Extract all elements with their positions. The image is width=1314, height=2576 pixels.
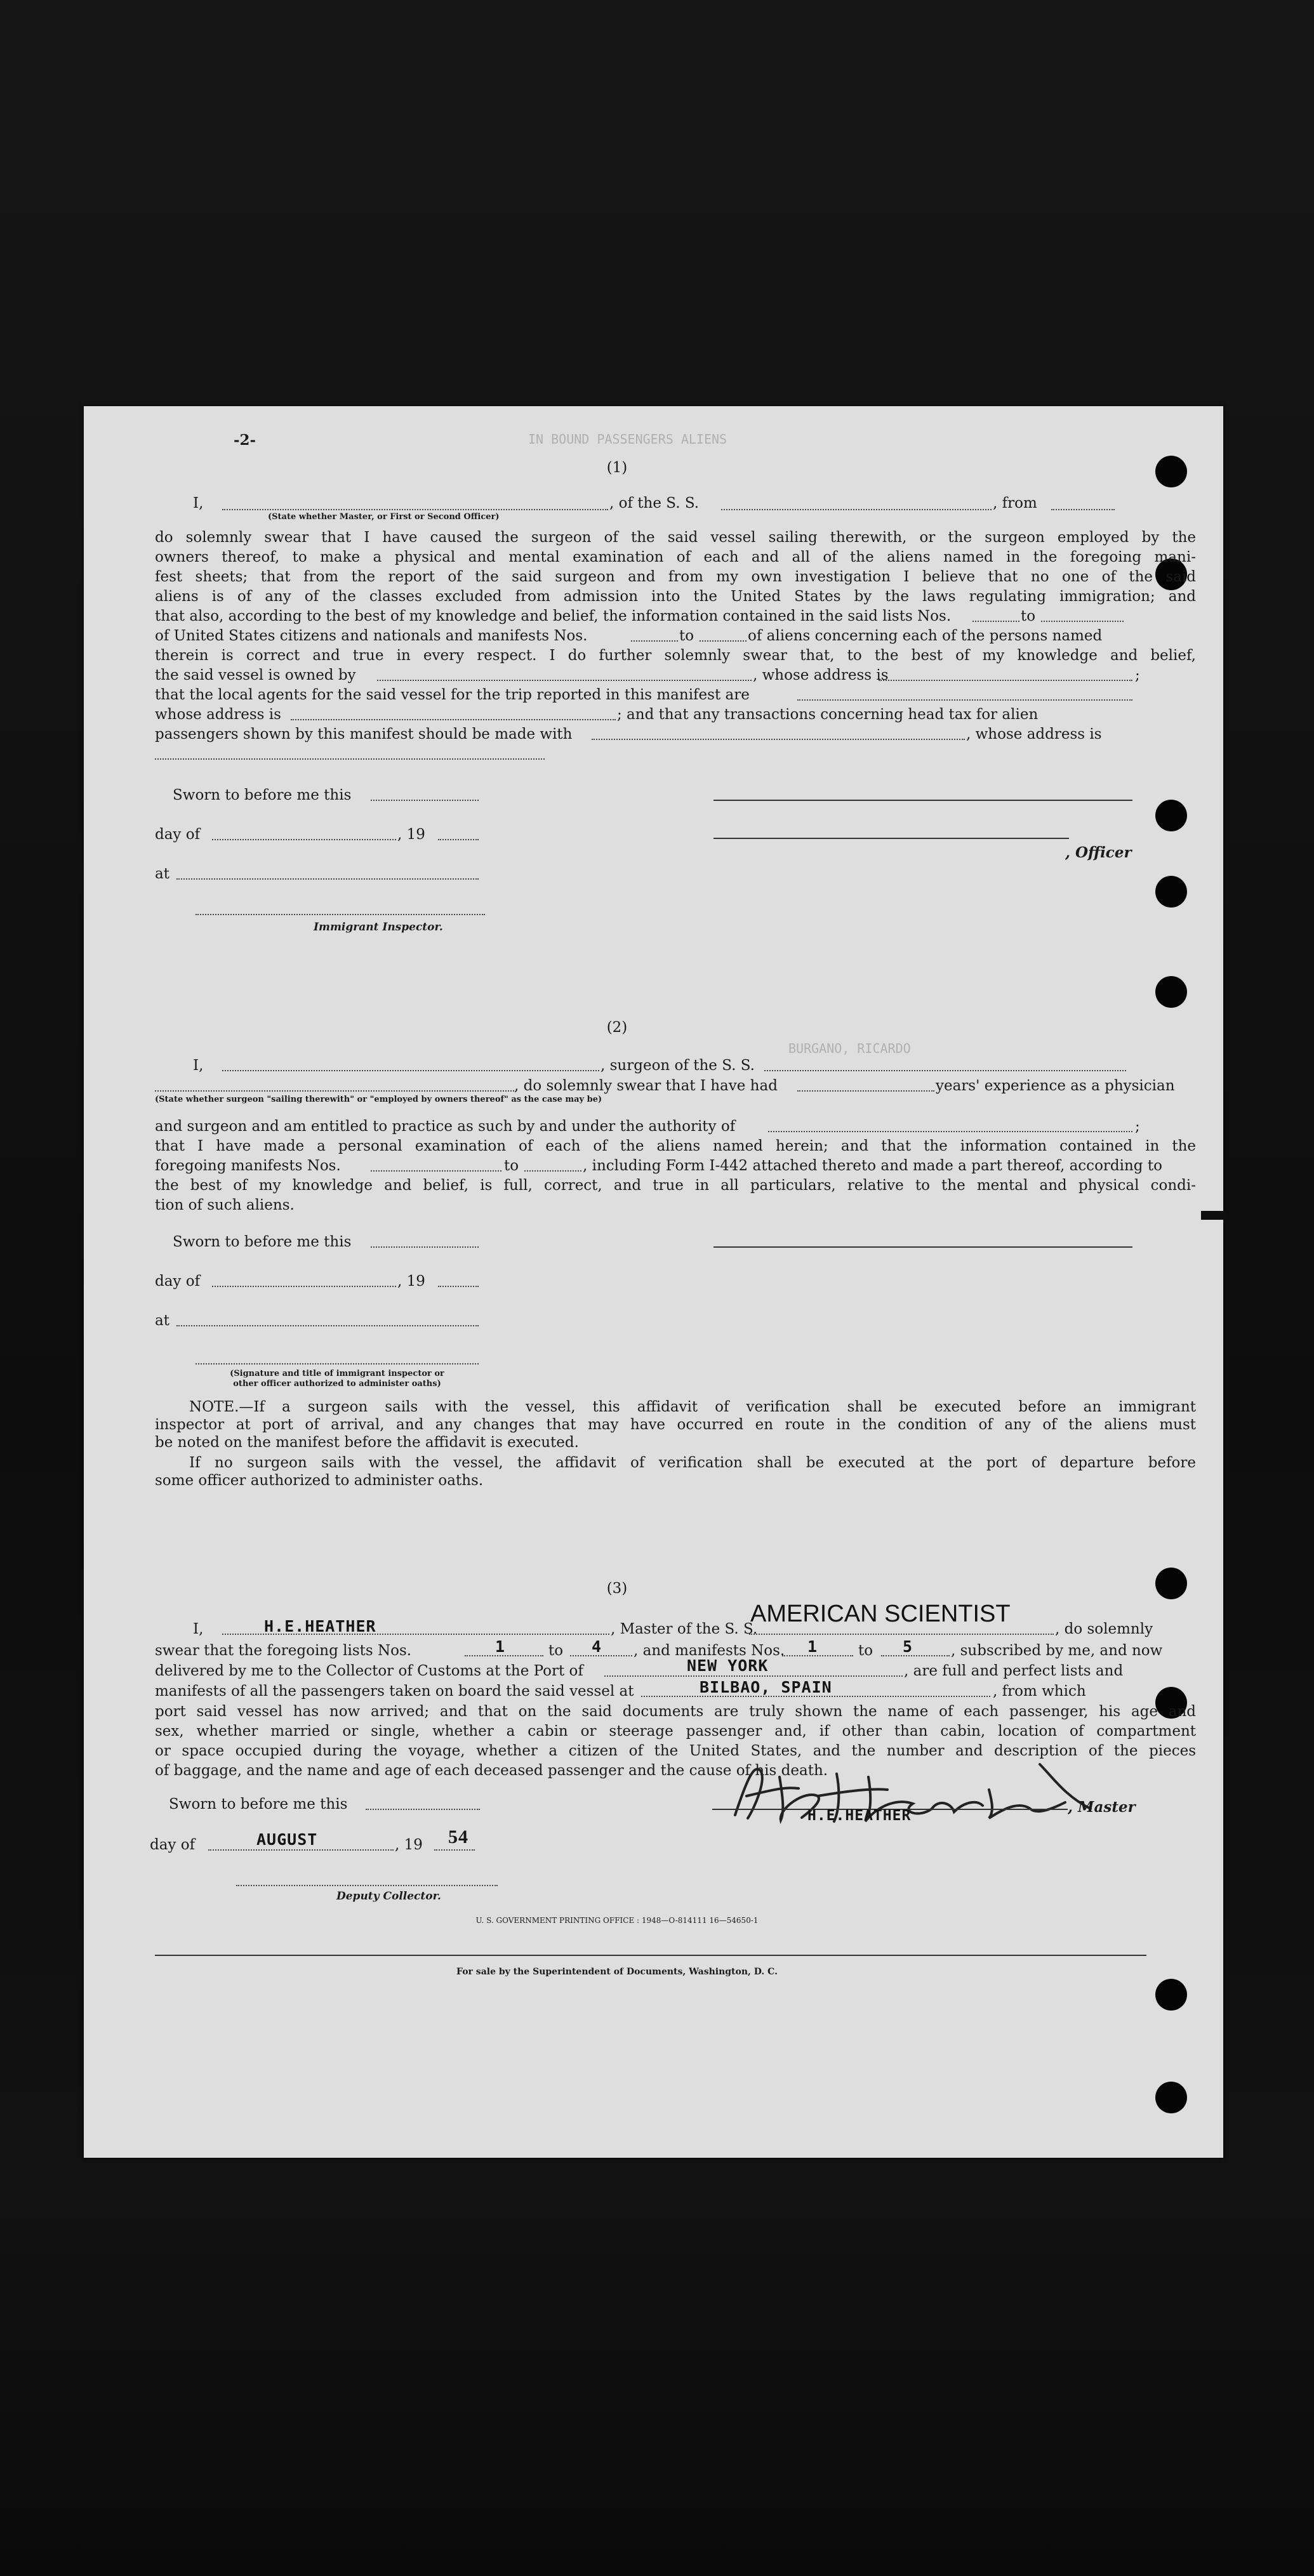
master-line: port said vessel has now arrived; and that on the said documents are truly shown the name of each passenger, his age and [155,1703,1196,1720]
agents-field[interactable] [797,699,1132,701]
oath-line: whose address is [155,706,281,723]
master-name-value: H.E.HEATHER [264,1617,376,1635]
surgeon-of-label: , surgeon of the S. S. [601,1057,755,1074]
at-field[interactable] [176,1325,479,1326]
authorized-officer-signature-field[interactable] [196,1363,479,1364]
from-label: , from [993,495,1037,512]
at-field[interactable] [176,878,479,880]
intro-i: I, [193,1621,204,1637]
lists-to-value: 4 [592,1637,602,1656]
head-tax-field[interactable] [592,739,965,740]
year-field[interactable] [438,1286,479,1287]
lists-to-field[interactable] [1041,621,1124,622]
master-line: sex, whether married or single, whether a cabin or steerage passenger and, if other than cabin, location of compartment [155,1723,1196,1740]
lists-from-value: 1 [495,1637,506,1656]
day-field[interactable] [212,839,396,840]
deputy-collector-caption: Deputy Collector. [336,1890,441,1903]
surgeon-status-field[interactable] [155,1090,514,1092]
oath-line: passengers shown by this manifest should be made with [155,726,573,743]
subscribed-label: , subscribed by me, and now [951,1642,1163,1659]
section-number: (1) [606,459,628,476]
month-value: AUGUST [256,1830,318,1849]
year-value: 54 [448,1826,468,1847]
year-field[interactable] [434,1849,475,1851]
section-number: (2) [606,1019,628,1036]
vessel-field[interactable] [721,509,992,510]
sworn-label: Sworn to before me this [169,1796,348,1813]
section-number: (3) [606,1580,628,1597]
binder-hole [1155,456,1187,487]
master-of-label: , Master of the S. S. [611,1621,758,1637]
page-number: -2- [234,432,256,449]
port-field[interactable] [604,1675,903,1677]
manifest-page [84,406,1223,2158]
to-label: to [1021,608,1036,624]
oath-line: therein is correct and true in every respect. I do further solemnly swear that, to the best of my knowledge and belief, [155,647,1196,664]
binder-hole [1155,1568,1187,1599]
surgeon-line: and surgeon and am entitled to practice as such by and under the authority of [155,1118,736,1135]
oath-paragraph-1 [155,528,1196,607]
manifests-to-field[interactable] [881,1655,950,1656]
form-label: , including Form I-442 attached thereto and made a part thereof, according to [583,1158,1162,1174]
oath-line: the said vessel is owned by [155,667,356,684]
do-solemnly-label: , do solemnly [1055,1621,1153,1637]
surgeon-name-field[interactable] [222,1070,599,1071]
oath-line: of United States citizens and nationals and manifests Nos. [155,628,588,644]
binder-hole [1155,976,1187,1008]
owner-field[interactable] [377,680,752,681]
day-of-label: day of [150,1837,196,1853]
master-vessel-field[interactable] [749,1634,1054,1635]
years-field[interactable] [797,1090,934,1092]
surgeon-line: foregoing manifests Nos. [155,1158,341,1174]
binder-hole [1155,800,1187,831]
binder-hole [1155,876,1187,908]
typed-master-name: H.E.HEATHER [807,1807,912,1824]
intro-i: I, [193,1057,204,1074]
surgeon-signature-line[interactable] [713,1246,1132,1248]
inspector-signature-field[interactable] [196,914,485,915]
day-of-label: day of [155,826,201,843]
officer-name-line[interactable] [713,838,1069,839]
swear-lists-label: swear that the foregoing lists Nos. [155,1642,412,1659]
sworn-label: Sworn to before me this [173,1234,352,1250]
sig-caption: (Signature and title of immigrant inspector or [230,1369,444,1378]
oath-line: owners thereof, to make a physical and mental examination of each and all of the aliens named in the foregoing mani- [155,549,1196,565]
manifests-from-field[interactable] [631,640,678,642]
officer-signature-line[interactable] [713,800,1132,801]
printing-office-line: U. S. GOVERNMENT PRINTING OFFICE : 1948—O-814111 16—54650-1 [475,1916,759,1925]
surgeon-line: the best of my knowledge and belief, is full, correct, and true in all particulars, relative to the mental and physical condi- [155,1177,1196,1194]
note-line: NOTE.—If a surgeon sails with the vessel, this affidavit of verification shall be executed before an immigrant [189,1399,1196,1415]
from-which-label: , from which [993,1683,1086,1700]
note-line: If no surgeon sails with the vessel, the affidavit of verification shall be executed at the port of departure before [189,1455,1196,1471]
swear-label: , do solemnly swear that I have had [514,1078,778,1094]
lists-from-field[interactable] [972,621,1019,622]
surgeon-caption: (State whether surgeon "sailing therewith" or "employed by owners thereof" as the case may be) [155,1095,602,1104]
head-tax-address-field[interactable] [155,758,545,760]
sale-notice: For sale by the Superintendent of Documents, Washington, D. C. [456,1967,778,1977]
surgeon-manifest-to-field[interactable] [524,1170,581,1172]
oath-line: fest sheets; that from the report of the said surgeon and from my own investigation I believe that no one of the said [155,569,1196,585]
at-label: at [155,1312,169,1329]
semicolon: ; [1135,1118,1140,1135]
binder-hole [1155,1979,1187,2011]
port-value: NEW YORK [687,1656,769,1675]
surgeon-vessel-field[interactable] [764,1070,1126,1071]
manifests-from-value: 1 [807,1637,818,1656]
oath-line: that also, according to the best of my knowledge and belief, the information contained in the said lists Nos. [155,608,952,624]
year-label: , 19 [397,826,425,843]
of-the-ss-label: , of the S. S. [609,495,700,512]
bleed-through: BURGANO, RICARDO [788,1041,911,1056]
intro-i: I, [193,495,204,512]
year-label: , 19 [397,1273,425,1290]
oath-line: aliens is of any of the classes excluded from admission into the United States by the laws regulating immigration; and [155,588,1196,605]
vessel-name-value: AMERICAN SCIENTIST [750,1601,1011,1627]
sworn-date-field[interactable] [371,1246,479,1248]
and-manifests-label: , and manifests Nos. [634,1642,785,1659]
manifests-to-value: 5 [903,1637,913,1656]
to-label: to [679,628,694,644]
note-line: some officer authorized to administer oaths. [155,1472,484,1489]
surgeon-line: that I have made a personal examination of each of the aliens named herein; and that the information contained in the [155,1138,1196,1154]
master-line: or space occupied during the voyage, whether a citizen of the United States, and the number and description of the pieces [155,1743,1196,1759]
master-line: of baggage, and the name and age of each deceased passenger and the cause of his death. [155,1762,828,1779]
full-perfect-label: , are full and perfect lists and [904,1663,1124,1679]
officer-rank-field[interactable] [222,509,608,510]
year-label: , 19 [395,1837,423,1853]
deputy-collector-signature-field[interactable] [236,1885,498,1886]
owner-address-field[interactable] [879,680,1132,681]
note-line: inspector at port of arrival, and any changes that may have occurred en route in the condition of any of the aliens must [155,1417,1196,1433]
day-field[interactable] [208,1849,394,1851]
agents-address-field[interactable] [291,719,616,720]
delivered-label: delivered by me to the Collector of Customs at the Port of [155,1663,583,1679]
years-label: years' experience as a physician [936,1078,1175,1094]
of-aliens-label: of aliens concerning each of the persons named [748,628,1103,644]
note-line: be noted on the manifest before the affidavit is executed. [155,1434,579,1451]
at-label: at [155,866,169,882]
oath-line: that the local agents for the said vessel for the trip reported in this manifest are [155,687,750,703]
binder-hole [1155,2082,1187,2113]
whose-address-label: , whose address is [966,726,1102,743]
surgeon-line: tion of such aliens. [155,1197,295,1213]
bleed-through: IN BOUND PASSENGERS ALIENS [528,432,727,447]
year-field[interactable] [438,839,479,840]
sworn-date-field[interactable] [366,1809,480,1810]
semicolon: ; [1135,667,1140,684]
sig-caption: other officer authorized to administer oaths) [233,1379,441,1389]
oath-line: do solemnly swear that I have caused the surgeon of the said vessel sailing therewith, or the surgeon employed by the [155,529,1196,546]
surgeon-manifest-from-field[interactable] [371,1170,501,1172]
to-label: to [858,1642,873,1659]
from-field[interactable] [1051,509,1115,510]
sworn-label: Sworn to before me this [173,787,352,803]
whose-address-label: , whose address is [753,667,889,684]
footer-rule [155,1955,1146,1956]
authority-field[interactable] [768,1131,1132,1132]
manifests-to-field[interactable] [700,640,747,642]
rank-caption: (State whether Master, or First or Second Officer) [268,512,500,522]
embark-port-value: BILBAO, SPAIN [700,1678,832,1696]
master-signature [710,1752,1116,1834]
transactions-label: ; and that any transactions concerning head tax for alien [617,706,1039,723]
inspector-caption: Immigrant Inspector. [314,921,443,934]
officer-caption: , Officer [1065,844,1132,861]
day-field[interactable] [212,1286,396,1287]
sworn-date-field[interactable] [371,800,479,801]
day-of-label: day of [155,1273,201,1290]
edge-notch [1201,1211,1226,1220]
to-label: to [504,1158,519,1174]
to-label: to [548,1642,564,1659]
master-caption: , Master [1068,1799,1136,1816]
manifests-all-label: manifests of all the passengers taken on board the said vessel at [155,1683,634,1700]
